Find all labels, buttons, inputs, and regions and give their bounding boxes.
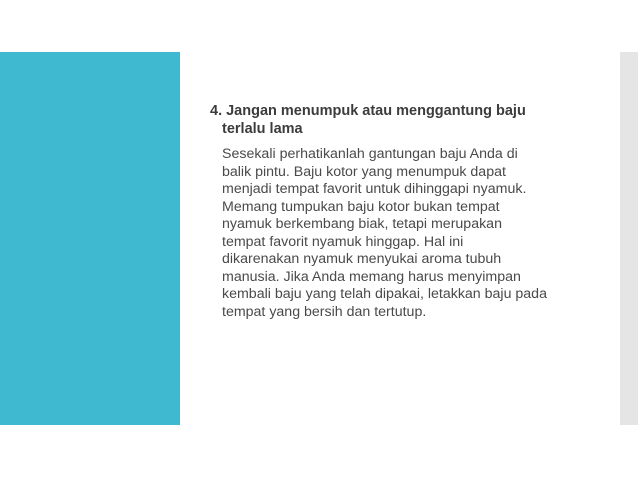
side-strip	[620, 52, 638, 425]
heading-line-1: 4. Jangan menumpuk atau menggantung baju	[210, 103, 526, 119]
accent-panel	[0, 52, 180, 425]
body-line: balik pintu. Baju kotor yang menumpuk dapat	[222, 163, 506, 180]
body-paragraph	[222, 146, 600, 321]
body-line: manusia. Jika Anda memang harus menyimpan	[222, 268, 521, 285]
body-line: dikarenakan nyamuk menyukai aroma tubuh	[222, 251, 502, 267]
body-line: tempat favorit nyamuk hinggap. Hal ini	[222, 233, 464, 250]
heading-line-2: terlalu lama	[222, 121, 303, 137]
slide-heading	[210, 102, 600, 138]
body-line: Sesekali perhatikanlah gantungan baju Anda di	[222, 146, 518, 162]
slide-content	[210, 102, 600, 321]
body-line: Memang tumpukan baju kotor bukan tempat	[222, 198, 500, 215]
body-line: menjadi tempat favorit untuk dihinggapi nyamuk.	[222, 181, 527, 197]
body-line: tempat yang bersih dan tertutup.	[222, 303, 427, 320]
body-line: nyamuk berkembang biak, tetapi merupakan	[222, 216, 502, 232]
body-line: kembali baju yang telah dipakai, letakkan baju pada	[222, 286, 547, 302]
